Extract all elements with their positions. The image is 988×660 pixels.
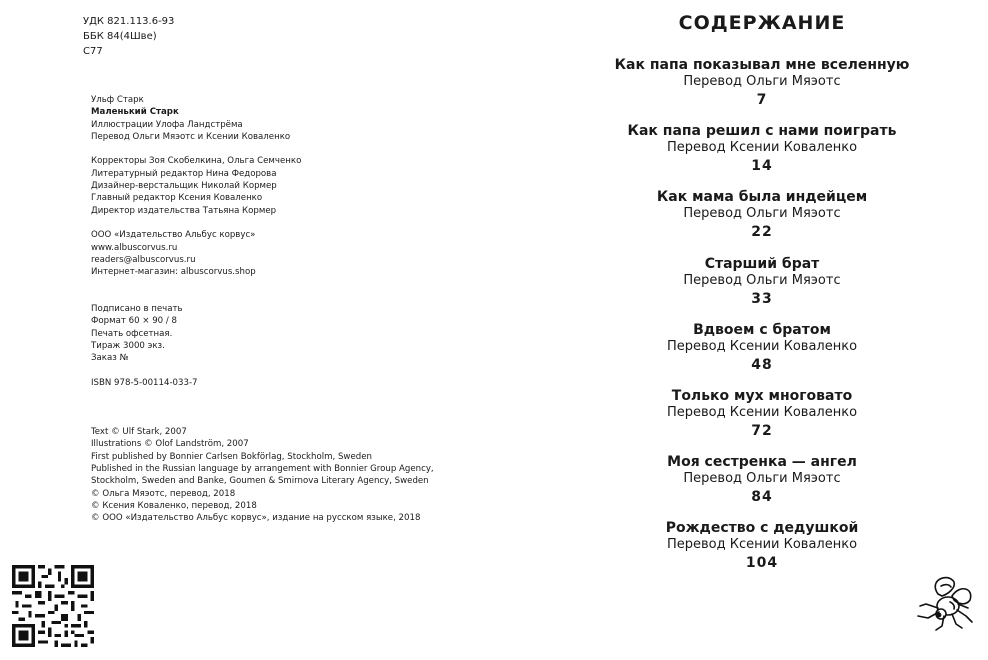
chapter-translator: Перевод Ольги Мяэотс — [683, 272, 841, 288]
staff-line: Главный редактор Ксения Коваленко — [91, 193, 263, 204]
copyright-line: Text © Ulf Stark, 2007 — [91, 427, 187, 438]
chapter-title: Как папа показывал мне вселенную — [614, 57, 910, 73]
chapter-page: 33 — [751, 290, 773, 307]
chapter-title: Моя сестренка — ангел — [667, 454, 857, 471]
copyright-line: Stockholm, Sweden and Banke, Goumen & Smirnova Literary Agency, Sweden — [91, 476, 429, 487]
publisher-email: readers@albuscorvus.ru — [91, 254, 196, 265]
chapter-page: 104 — [745, 555, 779, 572]
chapter-title: Старший брат — [704, 255, 820, 272]
copyright-line: © Ксения Коваленко, перевод, 2018 — [91, 500, 257, 511]
chapter-page: 22 — [751, 224, 773, 241]
chapter-page: 72 — [751, 422, 773, 439]
copyright-line: © ООО «Издательство Альбус корвус», издание на русском языке, 2018 — [91, 513, 421, 524]
table-of-contents — [494, 56, 988, 586]
staff-line: Корректоры Зоя Скобелкина, Ольга Семченко — [91, 156, 302, 167]
print-line: Тираж 3000 экз. — [91, 340, 165, 351]
illustrator-line: Иллюстрации Улофа Ландстрёма — [91, 119, 243, 130]
qr-code[interactable] — [12, 565, 94, 647]
publisher-shop: Интернет-магазин: albuscorvus.shop — [91, 267, 256, 278]
book-title: Маленький Старк — [91, 107, 179, 118]
staff-line: Литературный редактор Нина Федорова — [91, 168, 277, 179]
print-line: Формат 60 × 90 / 8 — [91, 316, 177, 327]
toc-entry[interactable] — [494, 387, 988, 453]
copyright-line: © Ольга Мяэотс, перевод, 2018 — [91, 488, 236, 499]
chapter-translator: Перевод Ольги Мяэотс — [683, 206, 841, 222]
chapter-translator: Перевод Ксении Коваленко — [666, 537, 858, 553]
chapter-translator: Перевод Ксении Коваленко — [666, 404, 858, 420]
print-line: Заказ № — [91, 353, 129, 364]
chapter-translator: Перевод Ксении Коваленко — [666, 338, 858, 354]
toc-entry[interactable] — [494, 453, 988, 519]
right-page — [494, 0, 988, 660]
isbn: ISBN 978-5-00114-033-7 — [91, 377, 198, 388]
classification-block — [83, 14, 174, 59]
translator-line: Перевод Ольги Мяэотс и Ксении Коваленко — [91, 131, 291, 142]
toc-entry[interactable] — [494, 56, 988, 122]
print-line: Подписано в печать — [91, 304, 183, 315]
toc-entry[interactable] — [494, 255, 988, 321]
publisher-line: ООО «Издательство Альбус корвус» — [91, 230, 256, 241]
author-mark: С77 — [83, 46, 103, 57]
udk-code: УДК 821.113.6-93 — [83, 16, 175, 27]
print-line: Печать офсетная. — [91, 328, 173, 339]
chapter-page: 84 — [751, 489, 773, 506]
toc-entry[interactable] — [494, 188, 988, 254]
chapter-translator: Перевод Ксении Коваленко — [666, 140, 858, 156]
toc-heading: СОДЕРЖАНИЕ — [678, 12, 846, 34]
bbk-code: ББК 84(4Шве) — [83, 31, 157, 42]
chapter-title: Как папа решил с нами поиграть — [627, 123, 897, 140]
chapter-page: 7 — [756, 92, 768, 108]
chapter-title: Только мух многовато — [671, 387, 853, 404]
chapter-page: 48 — [751, 356, 773, 373]
staff-line: Директор издательства Татьяна Кормер — [91, 205, 277, 216]
copyright-line: Illustrations © Olof Landström, 2007 — [91, 439, 249, 450]
credits-block — [91, 94, 434, 524]
chapter-translator: Перевод Ольги Мяэотс — [683, 74, 841, 89]
toc-entry[interactable] — [494, 321, 988, 387]
chapter-translator: Перевод Ольги Мяэотс — [683, 471, 841, 487]
chapter-title: Вдвоем с братом — [693, 321, 831, 338]
chapter-page: 14 — [751, 158, 773, 175]
author-name: Ульф Старк — [91, 95, 144, 105]
copyright-line: First published by Bonnier Carlsen Bokförlag, Stockholm, Sweden — [91, 451, 372, 462]
staff-line: Дизайнер-верстальщик Николай Кормер — [91, 181, 277, 192]
copyright-line: Published in the Russian language by arrangement with Bonnier Group Agency, — [91, 463, 434, 474]
fly-illustration — [914, 572, 976, 634]
publisher-url: www.albuscorvus.ru — [91, 242, 178, 253]
toc-entry[interactable] — [494, 122, 988, 188]
chapter-title: Как мама была индейцем — [656, 189, 868, 206]
chapter-title: Рождество с дедушкой — [665, 520, 859, 537]
